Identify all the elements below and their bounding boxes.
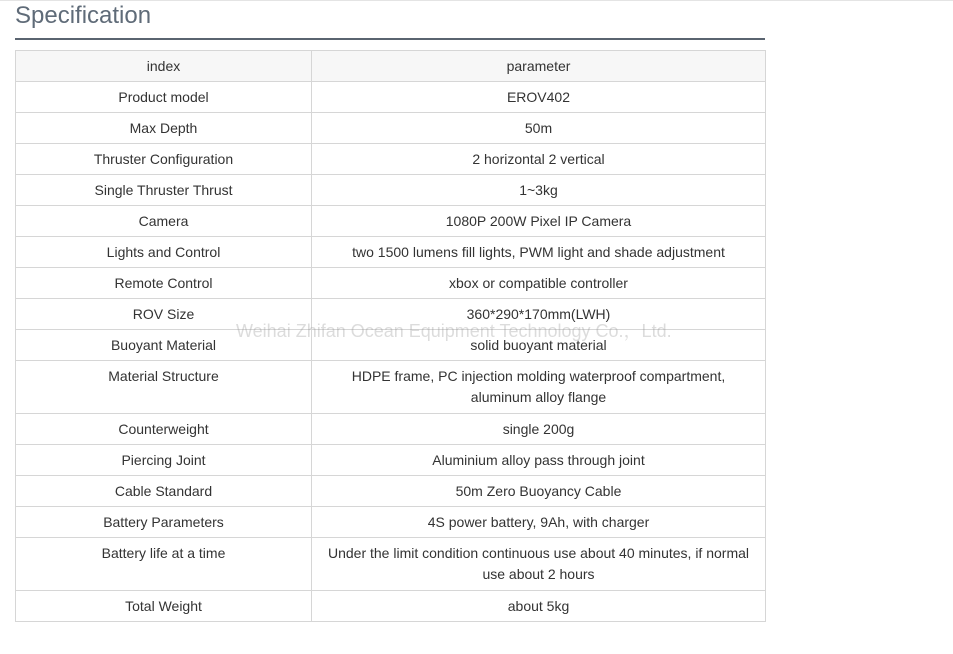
section-heading bbox=[15, 2, 765, 40]
table-row bbox=[16, 330, 766, 361]
table-row bbox=[16, 507, 766, 538]
table-row bbox=[16, 113, 766, 144]
parameter-cell: Aluminium alloy pass through joint bbox=[312, 445, 766, 476]
index-cell: ROV Size bbox=[16, 299, 312, 330]
parameter-cell: 1080P 200W Pixel IP Camera bbox=[312, 206, 766, 237]
index-cell: Thruster Configuration bbox=[16, 144, 312, 175]
table-row bbox=[16, 237, 766, 268]
index-cell: Counterweight bbox=[16, 414, 312, 445]
table-row bbox=[16, 268, 766, 299]
specification-table bbox=[15, 50, 766, 622]
header-cell-index: index bbox=[16, 51, 312, 82]
table-row bbox=[16, 538, 766, 591]
table-row bbox=[16, 361, 766, 414]
index-cell: Total Weight bbox=[16, 591, 312, 622]
table-row bbox=[16, 445, 766, 476]
table-row bbox=[16, 175, 766, 206]
parameter-cell: 2 horizontal 2 vertical bbox=[312, 144, 766, 175]
parameter-cell: single 200g bbox=[312, 414, 766, 445]
parameter-cell: about 5kg bbox=[312, 591, 766, 622]
parameter-cell: 4S power battery, 9Ah, with charger bbox=[312, 507, 766, 538]
parameter-cell: xbox or compatible controller bbox=[312, 268, 766, 299]
parameter-cell: 50m bbox=[312, 113, 766, 144]
parameter-cell: 360*290*170mm(LWH) bbox=[312, 299, 766, 330]
watermark: Weihai Zhifan Ocean Equipment Technology Co.，Ltd. bbox=[236, 321, 672, 341]
index-cell: Single Thruster Thrust bbox=[16, 175, 312, 206]
header-cell-parameter: parameter bbox=[312, 51, 766, 82]
table-row bbox=[16, 414, 766, 445]
parameter-cell: EROV402 bbox=[312, 82, 766, 113]
parameter-cell: 50m Zero Buoyancy Cable bbox=[312, 476, 766, 507]
table-row bbox=[16, 591, 766, 622]
table-row bbox=[16, 299, 766, 330]
index-cell: Buoyant Material bbox=[16, 330, 312, 361]
index-cell: Product model bbox=[16, 82, 312, 113]
parameter-cell: solid buoyant material bbox=[312, 330, 766, 361]
parameter-cell: two 1500 lumens fill lights, PWM light and shade adjustment bbox=[312, 237, 766, 268]
index-cell: Lights and Control bbox=[16, 237, 312, 268]
index-cell: Camera bbox=[16, 206, 312, 237]
parameter-cell: 1~3kg bbox=[312, 175, 766, 206]
index-cell: Max Depth bbox=[16, 113, 312, 144]
table-header-row bbox=[16, 51, 766, 82]
table-row bbox=[16, 82, 766, 113]
table-row bbox=[16, 206, 766, 237]
index-cell: Material Structure bbox=[16, 361, 312, 414]
index-cell: Battery life at a time bbox=[16, 538, 312, 591]
section-heading-text: Specification bbox=[15, 2, 152, 29]
top-border bbox=[0, 0, 953, 1]
index-cell: Remote Control bbox=[16, 268, 312, 299]
parameter-cell: Under the limit condition continuous use about 40 minutes, if normal use about 2 hours bbox=[312, 538, 766, 591]
table-row bbox=[16, 476, 766, 507]
index-cell: Piercing Joint bbox=[16, 445, 312, 476]
table-row bbox=[16, 144, 766, 175]
index-cell: Battery Parameters bbox=[16, 507, 312, 538]
index-cell: Cable Standard bbox=[16, 476, 312, 507]
parameter-cell: HDPE frame, PC injection molding waterproof compartment, aluminum alloy flange bbox=[312, 361, 766, 414]
